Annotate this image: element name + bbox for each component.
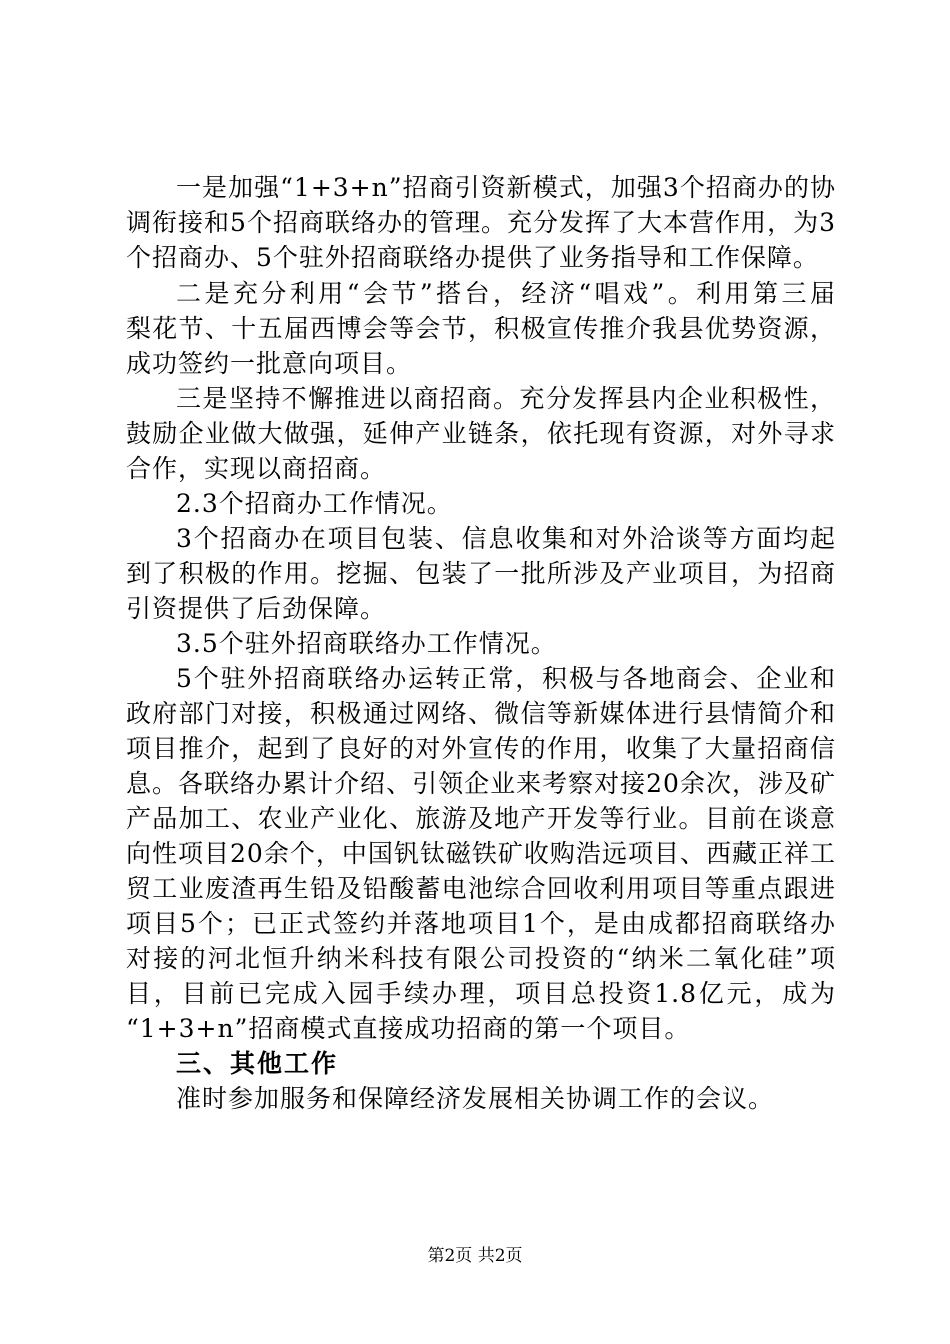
paragraph-line: 向性项目20余个，中国钒钛磁铁矿收购浩远项目、西藏正祥工 [126,839,836,868]
subsection-heading: 3.5个驻外招商联络办工作情况。 [176,629,557,658]
paragraph-line: 到了积极的作用。挖掘、包装了一批所涉及产业项目，为招商 [126,559,836,588]
paragraph-line: 调衔接和5个招商联络办的管理。充分发挥了大本营作用，为3 [126,208,836,237]
paragraph-line: 政府部门对接，积极通过网络、微信等新媒体进行县情简介和 [126,699,836,728]
paragraph-line: 对接的河北恒升纳米科技有限公司投资的“纳米二氧化硅”项 [126,944,836,973]
paragraph-line: 一是加强“1+3+n”招商引资新模式，加强3个招商办的协 [176,173,836,202]
paragraph-line: 个招商办、5个驻外招商联络办提供了业务指导和工作保障。 [126,243,819,272]
section-heading: 三、其他工作 [176,1049,339,1078]
closing-paragraph: 准时参加服务和保障经济发展相关协调工作的会议。 [176,1084,775,1113]
paragraph-line: 二是充分利用“会节”搭台，经济“唱戏”。利用第三届 [176,279,836,308]
paragraph-line: 目，目前已完成入园手续办理，项目总投资1.8亿元，成为 [126,979,836,1008]
paragraph-line: 梨花节、十五届西博会等会节，积极宣传推介我县优势资源， [126,314,836,343]
paragraph-line: 成功签约一批意向项目。 [126,349,413,378]
paragraph-line: “1+3+n”招商模式直接成功招商的第一个项目。 [126,1014,691,1043]
paragraph-line: 贸工业废渣再生铅及铅酸蓄电池综合回收利用项目等重点跟进 [126,874,836,903]
paragraph-line: 产品加工、农业产业化、旅游及地产开发等行业。目前在谈意 [126,804,836,833]
paragraph-line: 三是坚持不懈推进以商招商。充分发挥县内企业积极性， [176,384,836,413]
paragraph-line: 5个驻外招商联络办运转正常，积极与各地商会、企业和 [176,664,836,693]
paragraph-line: 3个招商办在项目包装、信息收集和对外洽谈等方面均起 [176,524,836,553]
paragraph-line: 鼓励企业做大做强，延伸产业链条，依托现有资源，对外寻求 [126,419,836,448]
paragraph-line: 项目5个；已正式签约并落地项目1个，是由成都招商联络办 [126,909,836,938]
paragraph-line: 项目推介，起到了良好的对外宣传的作用，收集了大量招商信 [126,734,836,763]
paragraph-line: 引资提供了后劲保障。 [126,594,387,623]
paragraph-line: 合作，实现以商招商。 [126,454,387,483]
page-footer: 第2页 共2页 [427,1246,523,1266]
subsection-heading: 2.3个招商办工作情况。 [176,489,453,518]
paragraph-line: 息。各联络办累计介绍、引领企业来考察对接20余次，涉及矿 [126,769,836,798]
